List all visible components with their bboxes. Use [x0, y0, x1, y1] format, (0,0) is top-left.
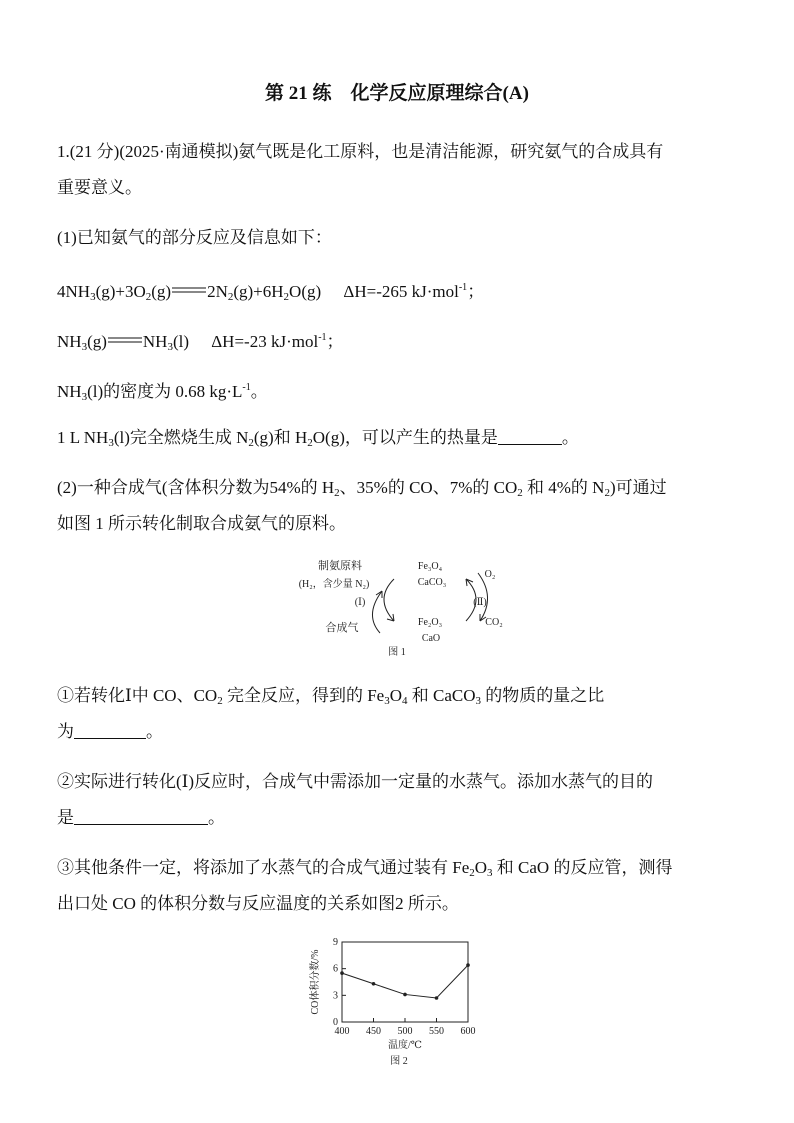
y-axis-label: CO体积分数/% [310, 949, 321, 1015]
figure-1-bottom-species-2: CaO [421, 633, 441, 644]
figure-1-arc-left-outer [372, 591, 382, 633]
figure-1-top-species-2: CaCO₃ [417, 577, 447, 588]
y-tick-label: 9 [333, 937, 338, 948]
x-tick-label: 600 [460, 1026, 476, 1037]
x-tick-label: 400 [334, 1026, 350, 1037]
equation-1-enthalpy: ΔH=-265 kJ·mol [343, 282, 459, 301]
x-tick-label: 450 [366, 1026, 381, 1037]
y-tick-label: 3 [333, 990, 338, 1002]
answer-blank-purpose[interactable] [74, 809, 208, 825]
answer-blank-heat[interactable] [498, 429, 562, 445]
subquestion-3-line1: ③其他条件一定，将添加了水蒸气的合成气通过装有 $Fe_2O_3$ 和 CaO 的反应管，测得 [57, 858, 673, 879]
subquestion-2-line1: ②实际进行转化(Ⅰ)反应时，合成气中需添加一定量的水蒸气。添加水蒸气的目的 [57, 772, 654, 791]
subquestion-1-line2: 为 。 [57, 722, 163, 741]
figure-1-step-II: (Ⅱ) [473, 597, 487, 608]
data-point [466, 963, 470, 967]
data-point [435, 996, 439, 1000]
equation-1: $4NH_3(g)+3O_2(g)$ $2N_2(g)+6H_2O(g)$ ΔH=-265 kJ·mol$^{-1}$； [57, 282, 485, 303]
figure-1-bottom-species-1: Fe₂O₃ [417, 617, 443, 628]
figure-2-caption: 图 2 [390, 1056, 408, 1067]
data-point [403, 993, 407, 997]
part-2-line1: (2)一种合成气(含体积分数为54%的 $H_2$、35%的 CO、7%的 $CO_2$ 和 4%的 $N_2$)可通过 [57, 478, 667, 499]
y-tick-label: 6 [333, 963, 338, 975]
equilibrium-arrow-icon [107, 334, 143, 346]
x-tick-label: 500 [397, 1026, 413, 1037]
figure-1-syngas: 合成气 [325, 622, 359, 634]
question-1-intro-line1: 1.(21 分)(2025·南通模拟)氨气既是化工原料，也是清洁能源，研究氨气的合成具有 [57, 142, 664, 161]
chart-frame [342, 942, 468, 1022]
equation-2: $NH_3(g)$ $NH_3(l)$ ΔH=-23 kJ·mol$^{-1}$； [57, 332, 344, 353]
x-tick-label: 550 [429, 1026, 444, 1037]
figure-1-cycle-diagram [282, 555, 522, 663]
figure-2-line-chart [300, 930, 490, 1070]
figure-1-co2: CO₂ [485, 617, 503, 628]
figure-1-top-species-1: Fe₃O₄ [417, 561, 443, 572]
data-point [340, 971, 344, 975]
equilibrium-arrow-icon [171, 284, 207, 296]
part-2-line2: 如图 1 所示转化制取合成氨气的原料。 [57, 514, 346, 533]
equation-2-enthalpy: ΔH=-23 kJ·mol [211, 332, 319, 351]
density-statement: $NH_3(l)$的密度为 0.68 $kg\cdot L^{-1}$。 [57, 382, 268, 403]
figure-1-caption: 图 1 [388, 647, 406, 658]
figure-1-arc-left-inner [384, 579, 394, 621]
y-tick-label: 0 [333, 1017, 338, 1028]
data-point [372, 982, 376, 986]
figure-1-raw-material: 制氨原料 [318, 560, 362, 572]
question-1-intro-line2: 重要意义。 [57, 178, 142, 197]
heat-question: 1 L $NH_3(l)$完全燃烧生成 $N_2(g)$和 $H_2O(g)$，可以产生的热量是 。 [57, 428, 579, 449]
subquestion-1-line1: ①若转化Ⅰ中 CO、$CO_2$ 完全反应，得到的 $Fe_3O_4$ 和 CaCO$_3$ 的物质的量之比 [57, 686, 605, 707]
subquestion-3-line2: 出口处 CO 的体积分数与反应温度的关系如图2 所示。 [57, 894, 459, 913]
figure-1-raw-material-note: (H₂，含少量 N₂) [298, 579, 370, 590]
subquestion-2-line2: 是 。 [57, 808, 225, 827]
part-1-heading: (1)已知氨气的部分反应及信息如下： [57, 228, 332, 247]
page-title: 第 21 练 化学反应原理综合(A) [265, 83, 529, 104]
answer-blank-ratio[interactable] [74, 723, 146, 739]
figure-1-step-I: (Ⅰ) [354, 597, 366, 608]
figure-1-oxygen: O₂ [484, 569, 496, 580]
x-axis-label: 温度/℃ [388, 1040, 422, 1051]
